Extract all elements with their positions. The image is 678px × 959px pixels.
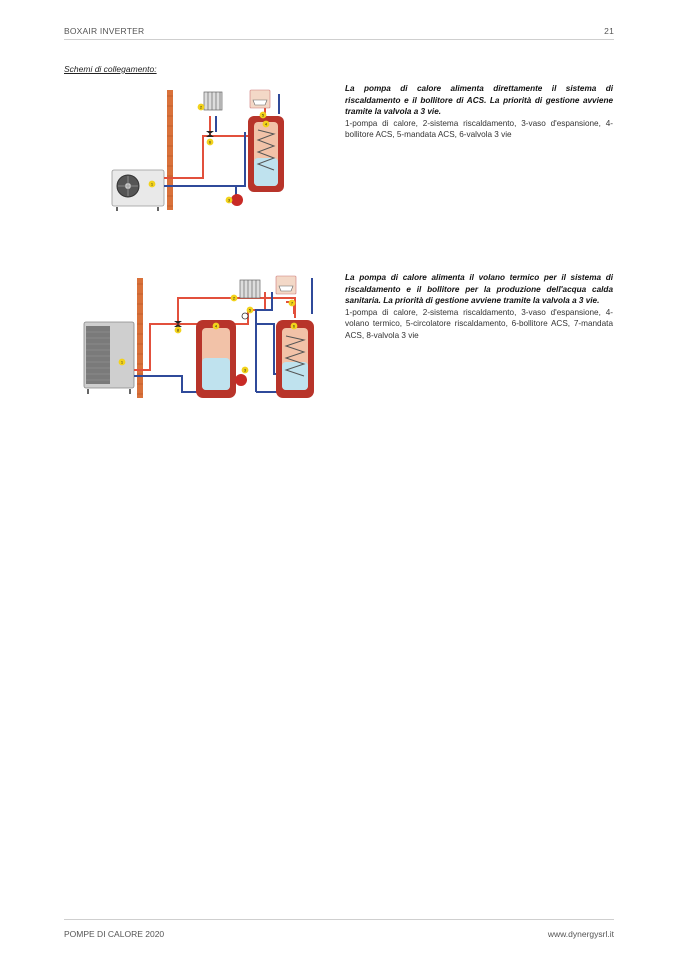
- three-way-valve: [206, 131, 214, 137]
- marker-8: 8: [176, 327, 180, 333]
- page-footer: [64, 919, 614, 943]
- page-header: [64, 26, 614, 40]
- header-title: BOXAIR INVERTER: [64, 26, 145, 36]
- section-title: Schemi di collegamento:: [64, 64, 157, 74]
- marker-5: 5: [248, 307, 252, 313]
- heat-pump-unit: [84, 322, 134, 394]
- marker-2: 2: [232, 295, 236, 301]
- marker-7: 7: [290, 300, 294, 306]
- scheme-1-legend: 1-pompa di calore, 2-sistema riscaldamento, 3-vaso d'espansione, 4-bollitore ACS, 5-mandata ACS, 6-valvola 3 vie: [345, 118, 613, 140]
- scheme-1-description: [345, 83, 613, 141]
- marker-6: 6: [208, 139, 212, 145]
- dhw-tank: [248, 116, 284, 192]
- wall: [137, 278, 143, 398]
- sink-icon: [276, 276, 296, 294]
- marker-2: 2: [199, 104, 203, 110]
- wall: [167, 90, 173, 210]
- marker-4: 4: [214, 323, 218, 329]
- marker-1: 1: [120, 359, 124, 365]
- buffer-tank: [196, 320, 236, 398]
- marker-4: 4: [264, 121, 268, 127]
- heat-pump-unit: [112, 170, 164, 211]
- radiator-icon: [204, 92, 222, 110]
- footer-left: POMPE DI CALORE 2020: [64, 929, 165, 939]
- scheme-2-description: [345, 272, 613, 342]
- marker-5: 5: [261, 112, 265, 118]
- scheme-2-bold: La pompa di calore alimenta il volano termico per il sistema di riscaldamento e il bollitore per la produzione dell'acqua calda sanitaria. La priorità di gestione avviene tramite la valvola a 3 vie.: [345, 273, 613, 306]
- expansion-vessel: [231, 194, 243, 206]
- expansion-vessel: [235, 374, 247, 386]
- scheme-1-bold: La pompa di calore alimenta direttamente il sistema di riscaldamento e il bollitore di ACS. La priorità di gestione avviene tramite la valvola a 3 vie.: [345, 84, 613, 117]
- dhw-tank: [276, 320, 314, 398]
- marker-3: 3: [227, 197, 231, 203]
- radiator-icon: [240, 280, 260, 298]
- circulator: [242, 313, 248, 319]
- scheme-2-legend: 1-pompa di calore, 2-sistema riscaldamento, 3-vaso d'espansione, 4-volano termico, 5-circolatore riscaldamento, 6-bollitore ACS, 7-mandata ACS, 8-valvola 3 vie: [345, 307, 613, 340]
- page-number: 21: [604, 26, 614, 36]
- scheme-1-diagram: [108, 86, 308, 214]
- sink-icon: [250, 90, 270, 108]
- marker-1: 1: [150, 181, 154, 187]
- scheme-2-diagram: [80, 274, 320, 402]
- marker-6: 6: [292, 323, 296, 329]
- footer-website-link[interactable]: www.dynergysrl.it: [547, 929, 614, 939]
- marker-3: 3: [243, 367, 247, 373]
